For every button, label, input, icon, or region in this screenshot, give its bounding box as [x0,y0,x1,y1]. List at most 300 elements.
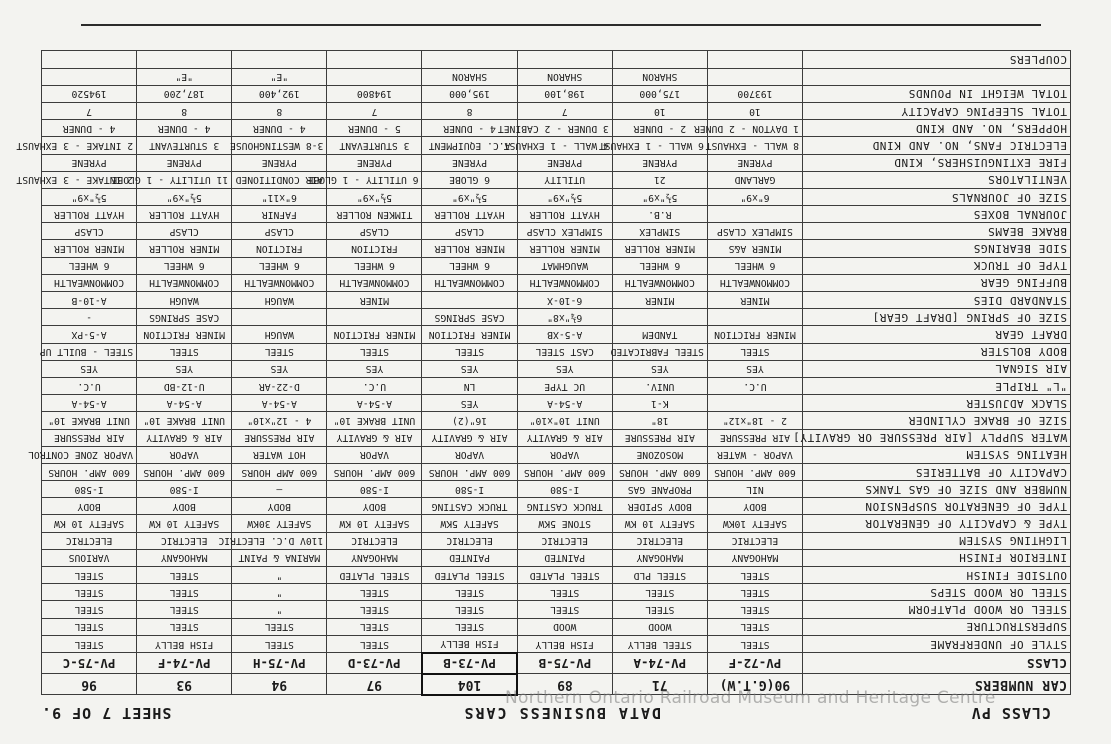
table-cell: 16"(2) [422,412,517,429]
table-cell: WOOD [612,618,707,635]
row-label: NUMBER AND SIZE OF GAS TANKS [803,481,1071,498]
table-row [42,85,1071,102]
table-cell: STEEL BELLY [612,635,707,653]
table-cell: FISH BELLY [422,635,517,653]
table-cell: WAUGH [137,292,232,309]
class-row [42,653,1071,674]
table-row [42,601,1071,618]
table-cell: 600 AMP. HOURS [612,463,707,480]
table-cell: "E" [137,68,232,85]
table-cell [422,292,517,309]
table-cell: SHARON [612,68,707,85]
table-cell: 6"x9" [707,188,802,205]
table-cell [327,51,422,68]
table-row [42,343,1071,360]
table-cell: STONE 5KW [517,515,612,532]
table-cell: 4 - DUNER [42,120,137,137]
table-cell: 110V D.C. ELECTRIC [232,532,327,549]
table-cell: STEEL [327,343,422,360]
table-cell: SAFETY 10 KW [327,515,422,532]
table-cell: 11 UTILITY - 1 GLOBE [137,171,232,188]
table-cell: HYATT ROLLER [137,206,232,223]
table-cell: VARIOUS [42,549,137,566]
table-cell: WOOD [517,618,612,635]
table-cell: 10 [612,103,707,120]
class-cell: PV-75-H [232,653,327,674]
table-cell: R.B. [612,206,707,223]
table-cell: 8 [232,103,327,120]
table-row [42,481,1071,498]
table-row [42,532,1071,549]
table-cell: AIR & GRAVITY [517,429,612,446]
table-cell: MAHOGANY [327,549,422,566]
table-cell: STEEL [137,618,232,635]
table-cell: PYRENE [232,154,327,171]
table-cell: MINER ROLLER [612,240,707,257]
table-cell: UNIT BRAKE 10" [137,412,232,429]
table-cell: STEEL [137,584,232,601]
table-cell: STEEL - BUILT UP [42,343,137,360]
table-cell: 600 AMP. HOURS [707,463,802,480]
table-cell: STEEL [707,618,802,635]
table-row [42,378,1071,395]
table-cell: UNIT BRAKE 10" [42,412,137,429]
row-label: JOURNAL BOXES [803,206,1071,223]
table-cell: 6 WHEEL [137,257,232,274]
table-cell: STEEL PLATED [422,567,517,584]
table-cell [42,51,137,68]
table-cell: 175,000 [612,85,707,102]
table-cell: SAFETY 10 KW [137,515,232,532]
table-cell: NIL [707,481,802,498]
row-label: BODY BOLSTER [803,343,1071,360]
table-cell: COMMONWEALTH [707,274,802,291]
row-label: HOPPERS, NO. AND KIND [803,120,1071,137]
table-cell: CLASP [137,223,232,240]
table-cell: CLASP [42,223,137,240]
row-label: FIRE EXTINGUISHERS, KIND [803,154,1071,171]
table-cell: STEEL [327,618,422,635]
table-cell: ELECTRIC [517,532,612,549]
row-label: HEATING SYSTEM [803,446,1071,463]
table-cell: 193700 [707,85,802,102]
table-cell: LN [422,378,517,395]
table-row [42,309,1071,326]
table-cell: 6 GLOBE [422,171,517,188]
table-cell: 8 [137,103,232,120]
table-cell: MINER [327,292,422,309]
car-number-cell: 97 [327,674,422,695]
table-cell: YES [137,360,232,377]
table-cell: STEEL [42,618,137,635]
table-row [42,120,1071,137]
table-cell: 7 [42,103,137,120]
table-cell: STEEL [137,343,232,360]
class-cell: PV-75-C [42,653,137,674]
table-cell: UNIV. [612,378,707,395]
table-cell: MINER ROLLER [137,240,232,257]
table-cell: STEEL [422,601,517,618]
table-row [42,292,1071,309]
table-cell: PAINTED [422,549,517,566]
row-label: TOTAL WEIGHT IN POUNDS [803,85,1071,102]
table-cell: MARINA & PAINT [232,549,327,566]
table-cell: SIMPLEX CLASP [707,223,802,240]
row-label: ELECTRIC FANS, NO. AND KIND [803,137,1071,154]
table-cell [707,395,802,412]
table-cell: YES [422,360,517,377]
table-cell: HYATT ROLLER [42,206,137,223]
table-cell: CASE SPRINGS [422,309,517,326]
row-label: STEEL OR WOOD STEPS [803,584,1071,601]
table-row [42,68,1071,85]
table-cell: WAUGH [232,326,327,343]
table-cell: STEEL [707,584,802,601]
table-cell: A-54-A [137,395,232,412]
table-cell: 5½"x9" [612,188,707,205]
table-row [42,171,1071,188]
table-cell: 3 STURTEVANT [327,137,422,154]
row-label: SIZE OF BRAKE CYLINDER [803,412,1071,429]
table-cell: 600 AMP. HOURS [327,463,422,480]
table-cell: 600 AMP HOURS [232,463,327,480]
table-cell: MINER FRICTION [707,326,802,343]
table-cell: STEEL [137,567,232,584]
row-label: TYPE & CAPACITY OF GENERATOR [803,515,1071,532]
table-cell: STEEL [42,567,137,584]
table-cell: 2 - 18"x12" [707,412,802,429]
class-cell: PV-74-F [137,653,232,674]
table-row [42,412,1071,429]
table-cell: STEEL PLD [612,567,707,584]
table-cell: COMMONWEALTH [612,274,707,291]
table-cell: U.C. [327,378,422,395]
row-label: SIZE OF JOURNALS [803,188,1071,205]
table-cell: SAFETY 10 KW [42,515,137,532]
sheet-title: DATA BUSINESS CARS [462,704,661,722]
table-row [42,154,1071,171]
table-cell: A-54-A [327,395,422,412]
table-cell: PYRENE [422,154,517,171]
table-cell: A-54-A [42,395,137,412]
table-cell: 5 - DUNER [327,120,422,137]
table-cell: MAHOGANY [707,549,802,566]
car-number-cell: 104 [422,674,517,695]
table-cell: VAPOR - WATER [707,446,802,463]
table-cell: - [42,309,137,326]
table-cell: FISH BELLY [137,635,232,653]
class-cell: PV-73-D [327,653,422,674]
table-row [42,446,1071,463]
row-label: LIGHTING SYSTEM [803,532,1071,549]
table-cell: VAPOR [137,446,232,463]
table-cell: UNIT 10"x10" [517,412,612,429]
footer-rule [81,24,1041,26]
table-cell: COMMONWEALTH [137,274,232,291]
table-cell: YES [517,360,612,377]
car-number-cell: 90(G.T.W) [707,674,802,695]
table-cell: UNIT BRAKE 10" [327,412,422,429]
table-cell: 5½"x9" [42,188,137,205]
table-cell: HYATT ROLLER [517,206,612,223]
table-cell: 6 WHEEL [707,257,802,274]
table-cell: STEEL [42,601,137,618]
table-cell: COMMONWEALTH [422,274,517,291]
table-cell [42,68,137,85]
table-cell [232,309,327,326]
table-cell: — [232,481,327,498]
table-cell: YES [327,360,422,377]
table-cell: VAPOR [422,446,517,463]
table-cell: A-5-PX [42,326,137,343]
table-cell: 4 WALL - 1 EXHAUST [517,137,612,154]
table-cell: PYRENE [327,154,422,171]
table-cell [612,309,707,326]
table-cell: MOSOZONE [612,446,707,463]
table-cell: SAFETY 5KW [422,515,517,532]
table-cell: PYRENE [42,154,137,171]
table-cell: AIR PRESSURE [232,429,327,446]
table-cell: I-580 [422,481,517,498]
table-cell: WAUGHMAT [517,257,612,274]
table-cell: 6 WHEEL [42,257,137,274]
row-label: SIDE BEARINGS [803,240,1071,257]
table-cell [707,309,802,326]
table-cell: ELECTRIC [137,532,232,549]
table-cell: WAUGH [232,292,327,309]
table-cell: 5½"x9" [422,188,517,205]
table-cell: VAPOR [517,446,612,463]
table-cell: COMMONWEALTH [232,274,327,291]
row-label: STEEL OR WOOD PLATFORM [803,601,1071,618]
table-cell: 187,200 [137,85,232,102]
table-cell: 6 WHEEL [612,257,707,274]
row-label: CLASS [803,653,1071,674]
table-cell: 10 [707,103,802,120]
table-cell: 2 - DUNER [612,120,707,137]
table-cell: D-22-AR [232,378,327,395]
table-cell: MINER A&S [707,240,802,257]
table-cell: 192,400 [232,85,327,102]
table-cell: CLASP [327,223,422,240]
car-number-cell: 96 [42,674,137,695]
row-label: OUTSIDE FINISH [803,567,1071,584]
row-label: SIZE OF SPRING [DRAFT GEAR] [803,309,1071,326]
car-number-cell: 94 [232,674,327,695]
table-cell: CLASP [232,223,327,240]
table-cell [707,206,802,223]
table-cell: MINER FRICTION [327,326,422,343]
row-label: DRAFT GEAR [803,326,1071,343]
row-label: SUPERSTRUCTURE [803,618,1071,635]
table-cell: STEEL [42,584,137,601]
table-cell: FISH BELLY [517,635,612,653]
table-cell: ELECTRIC [327,532,422,549]
table-cell: 6 UTILITY - 1 GLOBE [327,171,422,188]
table-cell: MINER ROLLER [422,240,517,257]
table-cell: PYRENE [137,154,232,171]
table-cell: AIR CONDITIONED [232,171,327,188]
table-cell: " [232,601,327,618]
row-label: TYPE OF GENERATOR SUSPENSION [803,498,1071,515]
table-row [42,567,1071,584]
table-cell: 6 WHEEL [327,257,422,274]
table-cell: 5½"x9" [327,188,422,205]
table-cell: STEEL [517,584,612,601]
table-row [42,498,1071,515]
table-cell: I-580 [137,481,232,498]
table-cell: U.C. [42,378,137,395]
table-cell: YES [232,360,327,377]
table-cell: AIR PRESSURE [707,429,802,446]
row-label: "L" TRIPLE [803,378,1071,395]
table-cell: STEEL [422,343,517,360]
table-cell: MINER FRICTION [422,326,517,343]
table-cell: A-54-A [517,395,612,412]
table-cell: 6 WALL - 1 EXHAUST [612,137,707,154]
table-cell: 600 AMP. HOURS [42,463,137,480]
table-cell: SHARON [517,68,612,85]
table-cell: A.C. EQUIPMENT [422,137,517,154]
table-cell: 7 [517,103,612,120]
row-label: BUFFING GEAR [803,274,1071,291]
row-label [803,68,1071,85]
table-cell: YES [422,395,517,412]
table-row [42,549,1071,566]
table-cell [232,51,327,68]
table-cell: 4 - DUNER [232,120,327,137]
table-row [42,326,1071,343]
table-cell: ELECTRIC [42,532,137,549]
table-cell: MINER FRICTION [137,326,232,343]
table-cell: AIR & GRAVITY [137,429,232,446]
table-cell: STEEL [327,635,422,653]
table-row [42,395,1071,412]
table-cell [517,51,612,68]
data-table [16,50,1071,696]
table-cell: STEEL [707,635,802,653]
class-label: CLASS PV [970,704,1051,722]
row-label: SLACK ADJUSTER [803,395,1071,412]
table-cell: CAST STEEL [517,343,612,360]
table-cell: FRICTION [327,240,422,257]
table-cell: PROPANE GAS [612,481,707,498]
table-cell: STEEL [707,343,802,360]
table-cell: 3-8 WESTINGHOUSE [232,137,327,154]
table-cell: A-10-B [42,292,137,309]
table-cell: STEEL [612,584,707,601]
table-cell: MINER [612,292,707,309]
table-cell [707,51,802,68]
table-cell: 194800 [327,85,422,102]
table-cell: MAHOGANY [137,549,232,566]
table-cell: 6"x11" [232,188,327,205]
table-cell: STEEL [232,343,327,360]
table-cell: SAFETY 10KW [707,515,802,532]
row-label: STYLE OF UNDERFRAME [803,635,1071,653]
table-cell: U-12-BD [137,378,232,395]
table-cell: 2 INTAKE - 3 EXHAUST [42,171,137,188]
table-cell: SIMPLEX [612,223,707,240]
table-cell: I-580 [327,481,422,498]
class-cell: PV-72-F [707,653,802,674]
table-cell: U.C. [707,378,802,395]
table-cell: STEEL PLATED [517,567,612,584]
table-cell: MINER ROLLER [42,240,137,257]
row-label: CAR NUMBERS [803,674,1071,695]
table-cell: 5½"x9" [517,188,612,205]
table-row [42,137,1071,154]
data-table-container [16,50,1071,696]
table-cell [707,68,802,85]
row-label: INTERIOR FINISH [803,549,1071,566]
sheet-number: SHEET 7 OF 9. [41,704,172,722]
table-cell: STEEL [422,584,517,601]
table-cell: STEEL [327,601,422,618]
table-cell: 21 [612,171,707,188]
table-cell: BODY SPIDER [612,498,707,515]
table-cell: STEEL [707,567,802,584]
table-row [42,618,1071,635]
table-cell: HYATT ROLLER [422,206,517,223]
table-cell: FRICTION [232,240,327,257]
table-cell: 4 - 12"x10" [232,412,327,429]
table-cell: 194520 [42,85,137,102]
table-cell: BODY [42,498,137,515]
table-cell: 3 STURTEVANT [137,137,232,154]
table-cell: STEEL [612,601,707,618]
table-cell: COMMONWEALTH [327,274,422,291]
table-cell: 5½"x9" [137,188,232,205]
table-row [42,584,1071,601]
table-cell: I-580 [42,481,137,498]
table-cell: 4 - DUNER [422,120,517,137]
table-row [42,240,1071,257]
table-cell: COMMONWEALTH [517,274,612,291]
table-cell: AIR & GRAVITY [327,429,422,446]
table-cell: BODY [327,498,422,515]
class-cell: PV-75-B [517,653,612,674]
table-cell: SHARON [422,68,517,85]
table-cell: K-1 [612,395,707,412]
table-cell: STEEL [232,618,327,635]
row-label: TYPE OF TRUCK [803,257,1071,274]
table-cell: UTILITY [517,171,612,188]
table-cell: 8 WALL - EXHAUST [707,137,802,154]
table-cell: TRUCK CASTING [517,498,612,515]
table-cell: STEEL [327,584,422,601]
row-label: VENTILATORS [803,171,1071,188]
table-cell: 600 AMP. HOURS [422,463,517,480]
table-cell: 2 INTAKE - 3 EXHAUST [42,137,137,154]
table-cell: 600 AMP. HOURS [137,463,232,480]
table-cell: MINER ROLLER [517,240,612,257]
row-label: COUPLERS [803,51,1071,68]
table-cell: AIR PRESSURE [612,429,707,446]
table-cell: STEEL PLATED [327,567,422,584]
table-cell: COMMONWEALTH [42,274,137,291]
table-cell: AIR & GRAVITY [422,429,517,446]
table-cell: 1 DAYTON - 2 DUNER [707,120,802,137]
table-cell: 198,100 [517,85,612,102]
car-number-cell: 71 [612,674,707,695]
table-cell: BODY [137,498,232,515]
table-row [42,188,1071,205]
table-cell [137,51,232,68]
table-row [42,635,1071,653]
table-cell: TANDEM [612,326,707,343]
table-cell: PAINTED [517,549,612,566]
